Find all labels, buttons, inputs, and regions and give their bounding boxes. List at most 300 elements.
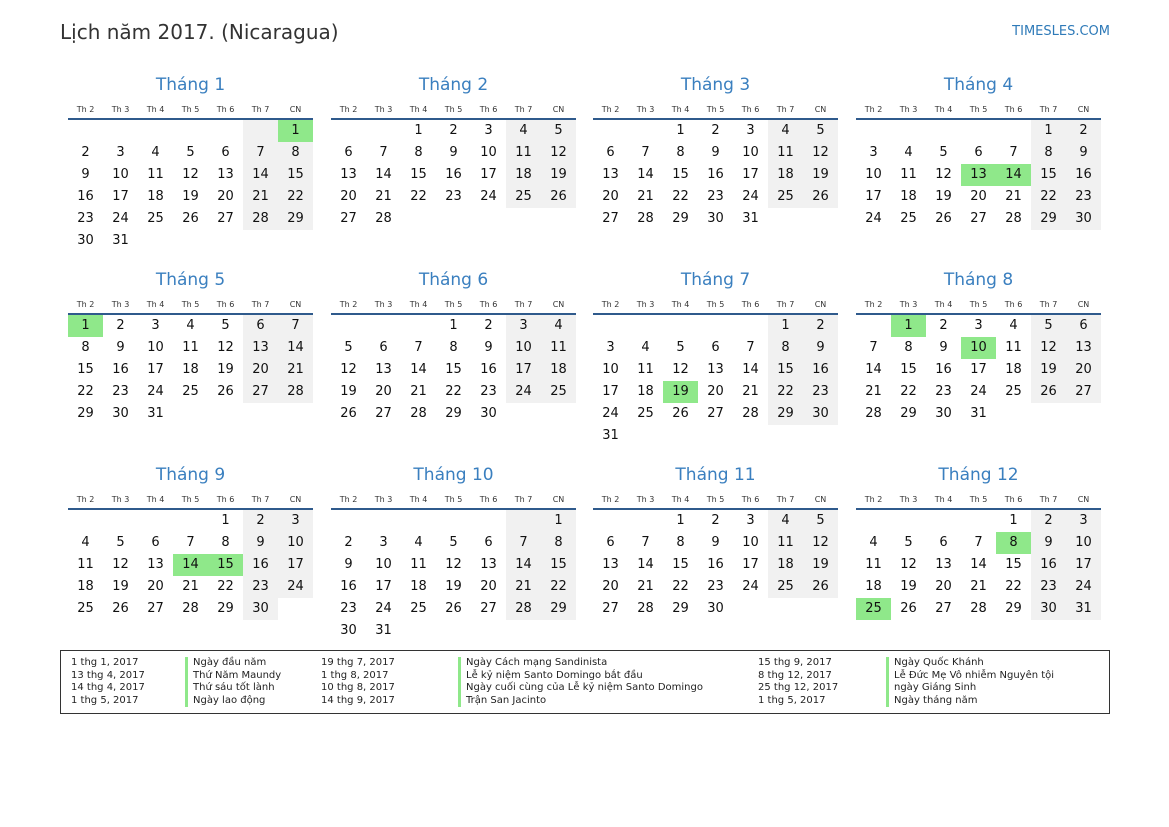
holiday-day-cell: 13 bbox=[961, 164, 996, 186]
day-cell: 5 bbox=[116, 535, 125, 550]
empty-day-cell bbox=[436, 208, 471, 230]
week-row bbox=[331, 403, 576, 425]
day-cell: 15 bbox=[77, 362, 94, 377]
day-cell: 29 bbox=[900, 406, 917, 421]
day-cell: 21 bbox=[278, 359, 313, 381]
day-cell: 3 bbox=[606, 340, 615, 355]
day-cell: 15 bbox=[541, 554, 576, 576]
legend-date: 10 thg 8, 2017 bbox=[321, 682, 395, 693]
day-cell: 28 bbox=[970, 601, 987, 616]
weekday-label: Th 3 bbox=[899, 300, 918, 309]
day-cell: 19 bbox=[541, 164, 576, 186]
day-cell: 21 bbox=[506, 576, 541, 598]
day-cell: 10 bbox=[375, 557, 392, 572]
week-row bbox=[68, 230, 313, 252]
day-cell: 6 bbox=[379, 340, 388, 355]
weekday-label: Th 4 bbox=[146, 300, 165, 309]
week-row bbox=[68, 403, 313, 425]
day-cell: 12 bbox=[1031, 337, 1066, 359]
weekday-label: Th 2 bbox=[76, 300, 95, 309]
day-cell: 21 bbox=[243, 186, 278, 208]
day-cell: 29 bbox=[77, 406, 94, 421]
day-cell: 4 bbox=[641, 340, 650, 355]
day-cell: 24 bbox=[147, 384, 164, 399]
day-cell: 25 bbox=[1005, 384, 1022, 399]
empty-day-cell bbox=[961, 510, 996, 532]
day-cell: 24 bbox=[970, 384, 987, 399]
day-cell: 6 bbox=[939, 535, 948, 550]
day-cell: 25 bbox=[768, 186, 803, 208]
empty-day-cell bbox=[138, 510, 173, 532]
day-cell: 30 bbox=[1031, 598, 1066, 620]
weekday-label: Th 6 bbox=[216, 300, 235, 309]
empty-day-cell bbox=[961, 120, 996, 142]
day-cell: 3 bbox=[116, 145, 125, 160]
weekday-label: Th 2 bbox=[601, 105, 620, 114]
day-cell: 18 bbox=[147, 189, 164, 204]
day-cell: 28 bbox=[182, 601, 199, 616]
day-cell: 24 bbox=[742, 579, 759, 594]
day-cell: 16 bbox=[480, 362, 497, 377]
empty-day-cell bbox=[366, 120, 401, 142]
empty-day-cell bbox=[698, 315, 733, 337]
day-cell: 25 bbox=[900, 211, 917, 226]
day-cell: 7 bbox=[414, 340, 423, 355]
day-cell: 6 bbox=[1066, 315, 1101, 337]
empty-day-cell bbox=[768, 425, 803, 447]
day-cell: 3 bbox=[278, 510, 313, 532]
weekday-header bbox=[331, 486, 576, 510]
day-cell: 2 bbox=[81, 145, 90, 160]
day-cell: 25 bbox=[768, 576, 803, 598]
day-cell: 25 bbox=[506, 186, 541, 208]
day-cell: 12 bbox=[803, 142, 838, 164]
day-cell: 4 bbox=[81, 535, 90, 550]
weekday-label: Th 3 bbox=[374, 495, 393, 504]
weekday-header bbox=[68, 291, 313, 315]
weekday-label: Th 4 bbox=[671, 495, 690, 504]
day-cell: 1 bbox=[449, 318, 458, 333]
weekday-label: Th 5 bbox=[444, 495, 463, 504]
week-row bbox=[68, 554, 313, 576]
day-cell: 9 bbox=[1031, 532, 1066, 554]
holiday-day-cell: 14 bbox=[173, 554, 208, 576]
empty-day-cell bbox=[593, 315, 628, 337]
week-row bbox=[593, 554, 838, 576]
day-cell: 11 bbox=[865, 557, 882, 572]
empty-day-cell bbox=[436, 510, 471, 532]
day-cell: 2 bbox=[803, 315, 838, 337]
day-cell: 4 bbox=[186, 318, 195, 333]
day-cell: 5 bbox=[803, 120, 838, 142]
month-name: Tháng 2 bbox=[418, 75, 489, 95]
month-9 bbox=[68, 464, 313, 620]
day-cell: 16 bbox=[112, 362, 129, 377]
empty-day-cell bbox=[768, 598, 803, 620]
day-cell: 13 bbox=[707, 362, 724, 377]
day-cell: 17 bbox=[742, 167, 759, 182]
day-cell: 26 bbox=[182, 211, 199, 226]
day-cell: 22 bbox=[1005, 579, 1022, 594]
day-cell: 13 bbox=[602, 557, 619, 572]
day-cell: 23 bbox=[112, 384, 129, 399]
day-cell: 14 bbox=[970, 557, 987, 572]
day-cell: 20 bbox=[480, 579, 497, 594]
legend-dates-1 bbox=[71, 657, 145, 707]
week-row bbox=[68, 164, 313, 186]
empty-day-cell bbox=[628, 425, 663, 447]
weekday-label: Th 2 bbox=[339, 300, 358, 309]
weekday-label: Th 2 bbox=[339, 495, 358, 504]
weekday-label: CN bbox=[289, 105, 302, 114]
day-cell: 19 bbox=[803, 554, 838, 576]
day-cell: 15 bbox=[768, 359, 803, 381]
week-row bbox=[68, 598, 313, 620]
day-cell: 29 bbox=[217, 601, 234, 616]
weekday-label: Th 5 bbox=[181, 105, 200, 114]
day-cell: 16 bbox=[77, 189, 94, 204]
legend-holiday-name: Ngày Cách mạng Sandinista bbox=[458, 657, 703, 670]
empty-day-cell bbox=[243, 403, 278, 425]
weekday-label: Th 2 bbox=[339, 105, 358, 114]
day-cell: 11 bbox=[77, 557, 94, 572]
day-cell: 13 bbox=[935, 557, 952, 572]
day-cell: 20 bbox=[707, 384, 724, 399]
week-row bbox=[593, 337, 838, 359]
day-cell: 1 bbox=[541, 510, 576, 532]
day-cell: 22 bbox=[445, 384, 462, 399]
day-cell: 10 bbox=[742, 145, 759, 160]
empty-day-cell bbox=[471, 510, 506, 532]
weekday-label: Th 7 bbox=[251, 105, 270, 114]
day-cell: 12 bbox=[541, 142, 576, 164]
week-row bbox=[68, 186, 313, 208]
weekday-label: CN bbox=[552, 105, 565, 114]
day-cell: 14 bbox=[410, 362, 427, 377]
weekday-header bbox=[68, 486, 313, 510]
day-cell: 7 bbox=[641, 145, 650, 160]
legend-date: 25 thg 12, 2017 bbox=[758, 682, 839, 693]
day-cell: 31 bbox=[375, 623, 392, 638]
day-cell: 29 bbox=[768, 403, 803, 425]
day-cell: 26 bbox=[340, 406, 357, 421]
day-cell: 19 bbox=[445, 579, 462, 594]
day-cell: 19 bbox=[112, 579, 129, 594]
empty-day-cell bbox=[541, 208, 576, 230]
holiday-day-cell: 1 bbox=[891, 315, 926, 337]
weekday-label: Th 7 bbox=[514, 495, 533, 504]
day-cell: 2 bbox=[116, 318, 125, 333]
day-cell: 14 bbox=[637, 167, 654, 182]
week-row bbox=[856, 142, 1101, 164]
day-cell: 16 bbox=[1066, 164, 1101, 186]
day-cell: 19 bbox=[803, 164, 838, 186]
weekday-label: Th 2 bbox=[76, 495, 95, 504]
weekday-label: Th 2 bbox=[864, 300, 883, 309]
day-cell: 26 bbox=[803, 576, 838, 598]
holiday-day-cell: 25 bbox=[856, 598, 891, 620]
day-cell: 16 bbox=[1031, 554, 1066, 576]
weekday-label: Th 7 bbox=[1039, 300, 1058, 309]
day-cell: 29 bbox=[278, 208, 313, 230]
day-cell: 7 bbox=[869, 340, 878, 355]
legend-date: 13 thg 4, 2017 bbox=[71, 669, 145, 681]
day-cell: 22 bbox=[900, 384, 917, 399]
day-cell: 16 bbox=[935, 362, 952, 377]
day-cell: 14 bbox=[243, 164, 278, 186]
day-cell: 19 bbox=[900, 579, 917, 594]
day-cell: 21 bbox=[742, 384, 759, 399]
day-cell: 22 bbox=[768, 381, 803, 403]
week-row bbox=[68, 359, 313, 381]
empty-day-cell bbox=[628, 510, 663, 532]
empty-day-cell bbox=[68, 120, 103, 142]
weekday-label: Th 7 bbox=[1039, 105, 1058, 114]
day-cell: 29 bbox=[1005, 601, 1022, 616]
empty-day-cell bbox=[208, 120, 243, 142]
month-8 bbox=[856, 269, 1101, 425]
day-cell: 6 bbox=[221, 145, 230, 160]
month-4 bbox=[856, 74, 1101, 230]
day-cell: 6 bbox=[344, 145, 353, 160]
month-12 bbox=[856, 464, 1101, 620]
empty-day-cell bbox=[208, 403, 243, 425]
day-cell: 4 bbox=[768, 510, 803, 532]
week-row bbox=[856, 576, 1101, 598]
day-cell: 14 bbox=[375, 167, 392, 182]
empty-day-cell bbox=[628, 315, 663, 337]
day-cell: 16 bbox=[707, 167, 724, 182]
day-cell: 20 bbox=[147, 579, 164, 594]
weekday-label: CN bbox=[289, 495, 302, 504]
day-cell: 12 bbox=[182, 167, 199, 182]
week-row bbox=[593, 381, 838, 403]
weekday-label: CN bbox=[552, 300, 565, 309]
empty-day-cell bbox=[103, 510, 138, 532]
day-cell: 20 bbox=[970, 189, 987, 204]
empty-day-cell bbox=[663, 315, 698, 337]
day-cell: 21 bbox=[865, 384, 882, 399]
day-cell: 19 bbox=[182, 189, 199, 204]
weekday-label: Th 4 bbox=[671, 300, 690, 309]
day-cell: 7 bbox=[1009, 145, 1018, 160]
month-name: Tháng 3 bbox=[680, 75, 751, 95]
day-cell: 1 bbox=[1031, 120, 1066, 142]
weekday-label: Th 6 bbox=[1004, 495, 1023, 504]
day-cell: 10 bbox=[1066, 532, 1101, 554]
weekday-header bbox=[593, 96, 838, 120]
month-2 bbox=[331, 74, 576, 230]
week-row bbox=[331, 337, 576, 359]
day-cell: 27 bbox=[217, 211, 234, 226]
week-row bbox=[331, 142, 576, 164]
month-5 bbox=[68, 269, 313, 425]
day-cell: 25 bbox=[147, 211, 164, 226]
holiday-day-cell: 14 bbox=[996, 164, 1031, 186]
day-cell: 31 bbox=[970, 406, 987, 421]
day-cell: 13 bbox=[1066, 337, 1101, 359]
day-cell: 13 bbox=[340, 167, 357, 182]
day-cell: 14 bbox=[506, 554, 541, 576]
holiday-day-cell: 8 bbox=[996, 532, 1031, 554]
weekday-label: Th 6 bbox=[741, 105, 760, 114]
day-cell: 22 bbox=[1031, 186, 1066, 208]
week-row bbox=[593, 164, 838, 186]
day-cell: 9 bbox=[449, 145, 458, 160]
day-cell: 2 bbox=[939, 318, 948, 333]
day-cell: 9 bbox=[711, 535, 720, 550]
day-cell: 30 bbox=[77, 233, 94, 248]
week-row bbox=[856, 337, 1101, 359]
day-cell: 25 bbox=[637, 406, 654, 421]
day-cell: 4 bbox=[1009, 318, 1018, 333]
day-cell: 2 bbox=[449, 123, 458, 138]
month-7 bbox=[593, 269, 838, 447]
empty-day-cell bbox=[436, 620, 471, 642]
day-cell: 23 bbox=[340, 601, 357, 616]
day-cell: 7 bbox=[379, 145, 388, 160]
empty-day-cell bbox=[471, 208, 506, 230]
day-cell: 30 bbox=[1066, 208, 1101, 230]
week-row bbox=[593, 315, 838, 337]
empty-day-cell bbox=[996, 120, 1031, 142]
day-cell: 9 bbox=[243, 532, 278, 554]
weekday-label: Th 4 bbox=[934, 495, 953, 504]
week-row bbox=[593, 120, 838, 142]
day-cell: 28 bbox=[865, 406, 882, 421]
holiday-day-cell: 10 bbox=[961, 337, 996, 359]
day-cell: 12 bbox=[900, 557, 917, 572]
day-cell: 28 bbox=[410, 406, 427, 421]
day-cell: 12 bbox=[672, 362, 689, 377]
day-cell: 29 bbox=[672, 211, 689, 226]
day-cell: 17 bbox=[480, 167, 497, 182]
day-cell: 14 bbox=[865, 362, 882, 377]
day-cell: 22 bbox=[278, 186, 313, 208]
weekday-header bbox=[856, 291, 1101, 315]
day-cell: 4 bbox=[151, 145, 160, 160]
weekday-label: Th 2 bbox=[601, 495, 620, 504]
weekday-label: Th 3 bbox=[636, 495, 655, 504]
legend-date: 1 thg 8, 2017 bbox=[321, 669, 389, 681]
month-name: Tháng 6 bbox=[418, 270, 489, 290]
day-cell: 15 bbox=[900, 362, 917, 377]
weekday-label: Th 5 bbox=[969, 105, 988, 114]
day-cell: 8 bbox=[676, 145, 685, 160]
empty-day-cell bbox=[891, 510, 926, 532]
legend-holiday-name: Ngày Quốc Khánh bbox=[886, 657, 1054, 670]
holiday-day-cell: 19 bbox=[663, 381, 698, 403]
day-cell: 11 bbox=[768, 532, 803, 554]
day-cell: 17 bbox=[865, 189, 882, 204]
day-cell: 1 bbox=[414, 123, 423, 138]
day-cell: 12 bbox=[445, 557, 462, 572]
day-cell: 28 bbox=[375, 211, 392, 226]
day-cell: 27 bbox=[707, 406, 724, 421]
empty-day-cell bbox=[68, 510, 103, 532]
legend-date: 14 thg 4, 2017 bbox=[71, 682, 145, 693]
day-cell: 1 bbox=[768, 315, 803, 337]
weekday-label: Th 4 bbox=[409, 495, 428, 504]
day-cell: 24 bbox=[742, 189, 759, 204]
day-cell: 3 bbox=[1066, 510, 1101, 532]
week-row bbox=[331, 208, 576, 230]
empty-day-cell bbox=[663, 425, 698, 447]
weekday-label: Th 3 bbox=[636, 105, 655, 114]
legend-holiday-name: Ngày lao động bbox=[185, 695, 281, 708]
week-row bbox=[68, 142, 313, 164]
weekday-label: Th 3 bbox=[899, 105, 918, 114]
weekday-label: Th 7 bbox=[776, 495, 795, 504]
weekday-label: CN bbox=[289, 300, 302, 309]
empty-day-cell bbox=[173, 403, 208, 425]
day-cell: 14 bbox=[278, 337, 313, 359]
empty-day-cell bbox=[103, 120, 138, 142]
week-row bbox=[856, 186, 1101, 208]
weekday-label: Th 3 bbox=[899, 495, 918, 504]
empty-day-cell bbox=[401, 510, 436, 532]
empty-day-cell bbox=[768, 208, 803, 230]
day-cell: 29 bbox=[1031, 208, 1066, 230]
empty-day-cell bbox=[856, 510, 891, 532]
legend-names-3 bbox=[886, 657, 1054, 707]
week-row bbox=[593, 403, 838, 425]
day-cell: 2 bbox=[484, 318, 493, 333]
day-cell: 28 bbox=[243, 208, 278, 230]
empty-day-cell bbox=[208, 230, 243, 252]
weekday-label: Th 2 bbox=[76, 105, 95, 114]
day-cell: 15 bbox=[410, 167, 427, 182]
day-cell: 10 bbox=[278, 532, 313, 554]
month-1 bbox=[68, 74, 313, 252]
empty-day-cell bbox=[733, 598, 768, 620]
day-cell: 4 bbox=[506, 120, 541, 142]
day-cell: 23 bbox=[1031, 576, 1066, 598]
legend-date: 1 thg 5, 2017 bbox=[758, 694, 826, 706]
day-cell: 27 bbox=[243, 381, 278, 403]
weekday-label: Th 7 bbox=[1039, 495, 1058, 504]
week-row bbox=[856, 532, 1101, 554]
day-cell: 27 bbox=[375, 406, 392, 421]
week-row bbox=[331, 164, 576, 186]
day-cell: 31 bbox=[1066, 598, 1101, 620]
day-cell: 26 bbox=[217, 384, 234, 399]
day-cell: 6 bbox=[151, 535, 160, 550]
weekday-label: Th 5 bbox=[181, 300, 200, 309]
empty-day-cell bbox=[506, 620, 541, 642]
day-cell: 12 bbox=[340, 362, 357, 377]
day-cell: 10 bbox=[112, 167, 129, 182]
week-row bbox=[856, 510, 1101, 532]
day-cell: 17 bbox=[112, 189, 129, 204]
day-cell: 2 bbox=[711, 513, 720, 528]
day-cell: 2 bbox=[243, 510, 278, 532]
day-cell: 5 bbox=[939, 145, 948, 160]
day-cell: 13 bbox=[243, 337, 278, 359]
week-row bbox=[331, 576, 576, 598]
day-cell: 5 bbox=[676, 340, 685, 355]
empty-day-cell bbox=[628, 120, 663, 142]
weekday-header bbox=[68, 96, 313, 120]
week-row bbox=[593, 598, 838, 620]
week-row bbox=[331, 315, 576, 337]
week-row bbox=[593, 359, 838, 381]
day-cell: 2 bbox=[1031, 510, 1066, 532]
site-link[interactable]: TIMESLES.COM bbox=[1012, 24, 1110, 39]
day-cell: 9 bbox=[939, 340, 948, 355]
weekday-label: CN bbox=[1077, 495, 1090, 504]
weekday-label: CN bbox=[1077, 300, 1090, 309]
